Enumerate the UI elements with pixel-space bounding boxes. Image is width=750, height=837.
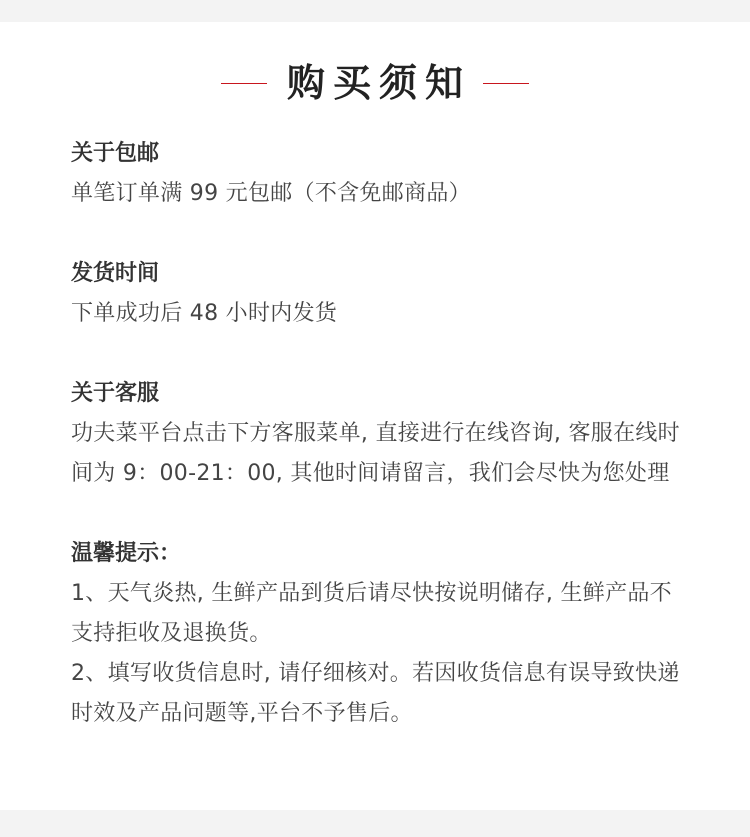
notice-content [71,134,691,734]
section-text: 下单成功后 48 小时内发货 [71,301,338,326]
tip-item: 1、天气炎热, 生鲜产品到货后请尽快按说明储存, 生鲜产品不支持拒收及退换货。 [71,581,672,646]
section-delivery-time [71,254,691,334]
section-customer-service [71,374,691,494]
section-heading: 关于包邮 [71,141,160,166]
section-text: 功夫菜平台点击下方客服菜单, 直接进行在线咨询, 客服在线时间为 9：00-21：00, 其他时间请留言，我们会尽快为您处理 [71,421,680,486]
title-row [0,60,750,106]
section-heading: 发货时间 [71,261,160,286]
tip-item: 2、填写收货信息时, 请仔细核对。若因收货信息有误导致快递时效及产品问题等,平台不予售后。 [71,661,680,726]
section-text: 单笔订单满 99 元包邮（不含免邮商品） [71,181,471,206]
title-right-rule [483,83,529,84]
section-heading: 关于客服 [71,381,160,406]
title-left-rule [221,83,267,84]
section-free-shipping [71,134,691,214]
page-title: 购买须知 [286,61,471,105]
section-heading: 温馨提示： [71,541,182,566]
section-tips [71,534,691,734]
notice-card [0,22,750,810]
